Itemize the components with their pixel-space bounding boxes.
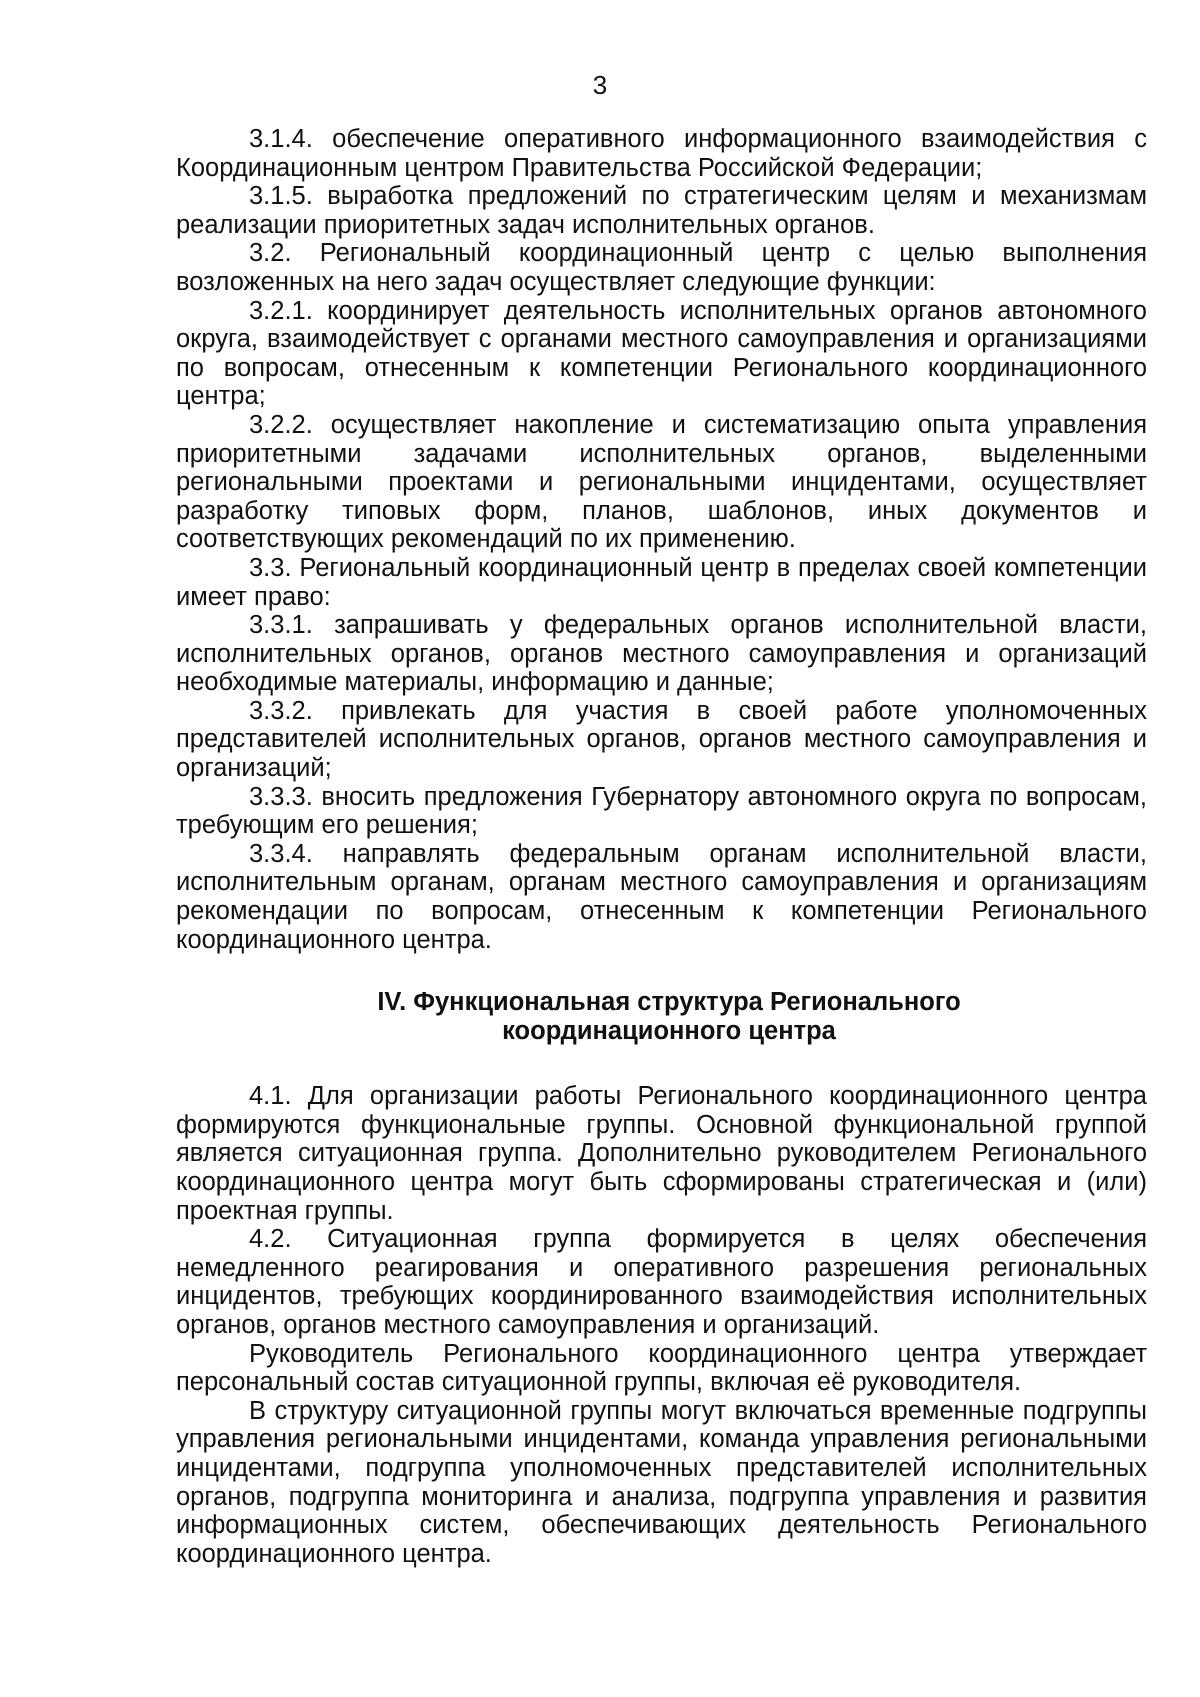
paragraph-3-3-1: 3.3.1. запрашивать у федеральных органов исполнительной власти, исполнительных органов, органов местного самоуправления и организаций необходимые материалы, информацию и данные;: [176, 611, 1147, 697]
section-heading: [176, 988, 1147, 1046]
paragraph-3-3-2: 3.3.2. привлекать для участия в своей работе уполномоченных представителей исполнительных органов, органов местного самоуправления и организаций;: [176, 696, 1147, 783]
paragraph-3-3: 3.3. Региональный координационный центр в пределах своей компетенции имеет право:: [176, 553, 1147, 611]
paragraph-head-approval: Руководитель Регионального координационного центра утверждает персональный состав ситуационной группы, включая её руководителя.: [176, 1339, 1147, 1397]
paragraph-3-2-2: 3.2.2. осуществляет накопление и систематизацию опыта управления приоритетными задачами исполнительных органов, выделенными региональными проектами и региональными инцидентами, осуществляет разработку типовых форм, планов, шаблонов, иных документов и соответствующих рекомендаций по их применению.: [176, 410, 1147, 554]
paragraph-3-1-5: 3.1.5. выработка предложений по стратегическим целям и механизмам реализации приоритетных задач исполнительных органов.: [176, 182, 1147, 239]
paragraph-3-2: 3.2. Региональный координационный центр с целью выполнения возложенных на него задач осуществляет следующие функции:: [176, 239, 1147, 296]
paragraph-4-2: 4.2. Ситуационная группа формируется в целях обеспечения немедленного реагирования и оперативного разрешения региональных инцидентов, требующих координированного взаимодействия исполнительных органов, органов местного самоуправления и организаций.: [176, 1225, 1147, 1339]
paragraph-4-1: 4.1. Для организации работы Регионального координационного центра формируются функциональные группы. Основной функциональной группой является ситуационная группа. Дополнительно руководителем Регионального координационного центра могут быть сформированы стратегическая и (или) проектная группы.: [176, 1082, 1147, 1225]
section-heading-line-1: IV. Функциональная структура Регионального: [377, 988, 961, 1017]
paragraph-3-3-4: 3.3.4. направлять федеральным органам исполнительной власти, исполнительным органам, органам местного самоуправления и организациям рекомендации по вопросам, отнесенным к компетенции Регионального координационного центра.: [176, 839, 1147, 954]
section-heading-line-2: координационного центра: [502, 1017, 836, 1046]
paragraph-3-1-4: 3.1.4. обеспечение оперативного информационного взаимодействия с Координационным центром Правительства Российской Федерации;: [176, 125, 1147, 182]
page-number: 3: [592, 70, 608, 100]
paragraph-3-3-3: 3.3.3. вносить предложения Губернатору автономного округа по вопросам, требующим его решения;: [176, 782, 1147, 840]
paragraph-3-2-1: 3.2.1. координирует деятельность исполнительных органов автономного округа, взаимодействует с органами местного самоуправления и организациями по вопросам, отнесенным к компетенции Регионального координационного центра;: [176, 296, 1147, 411]
document-body: [176, 125, 1147, 1568]
paragraph-group-structure: В структуру ситуационной группы могут включаться временные подгруппы управления региональными инцидентами, команда управления региональными инцидентами, подгруппа уполномоченных представителей исполнительных органов, подгруппа мониторинга и анализа, подгруппа управления и развития информационных систем, обеспечивающих деятельность Регионального координационного центра.: [176, 1396, 1147, 1568]
